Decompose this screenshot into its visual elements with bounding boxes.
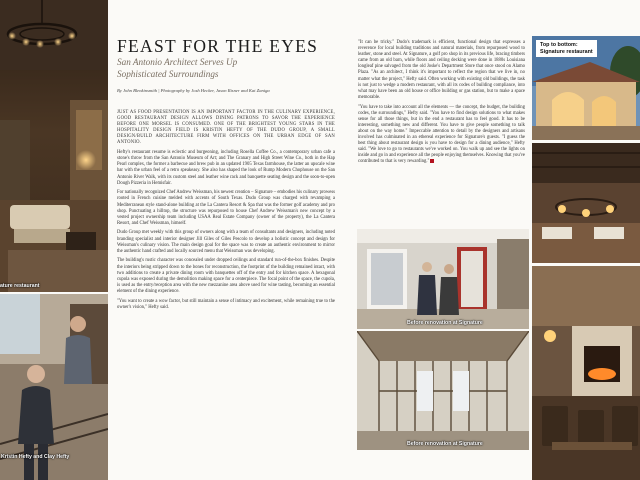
body-paragraph: For nationally recognized Chef Andrew Weissman, his newest creation – Signature – embodies his culinary prowess rooted in French cuisine melded with accents of South Texas. Dudo Group was charged with revamping a Mediterranean style stand-alone building at the La Cantera Resort & Spa that was the former golf academy and pro shop. Punctuating a hilltop, the structure was repurposed to house Chef Andrew Weissman's new concept by a vested project ownership team including USAA Real Estate Company (owner of the property), the La Cantera Resort, and Chef Weissman, himself.: [117, 190, 335, 226]
subtitle-line: Sophisticated Surroundings: [117, 68, 219, 79]
photo-caption: ature restaurant: [0, 283, 40, 289]
restaurant-dining-photo: [532, 143, 640, 263]
photo-caption-box: [536, 40, 597, 57]
article-subtitle: [117, 57, 337, 80]
subtitle-line: San Antonio Architect Serves Up: [117, 57, 238, 67]
body-paragraph: "You want to create a wow factor, but still maintain a sense of intimacy and excitement, while remaining true to the owner's vision," Hefty said.: [117, 298, 335, 310]
before-renovation-photo-1: [357, 229, 529, 329]
architects-portrait-photo: [0, 294, 108, 480]
body-paragraph: The building's rustic character was concealed under dropped ceilings and standard run-of-the-box finishes. Despite the interiors being stripped down to the bones for reconstruction, the footprint of the building remained intact, with two additions to create a private dining room with banquettes off of the entry and for kitchen space. A hexagonal cupola was exposed during the demolition making space for a centerpiece. The focal point of the space, the cupola, is used as the entry/reception area with the new mezzanine area above used for wine tasting, becoming an essential element of the dining experience.: [117, 258, 335, 294]
restaurant-fireplace-photo: [532, 266, 640, 480]
photo-caption: Before renovation at Signature: [407, 441, 483, 447]
body-paragraph: Hefty's restaurant resume is eclectic and burgeoning, including Rosella Coffee Co., a contemporary urban cafe a stone's throw from the San Antonio Museum of Art; and The Granary and High Street Wine Co., both in the Hap Pearl complex, the former a barbecue and brew pub in an updated 1905 Texas farmhouse, the latter an upscale wine bar with the urban feel of a retro speakeasy. She also has shaped the look of Rump Modern Chophouse on the San Antonio River Walk, with its custom steel and leather wine rack and banquette seating design and the soon-to-open Dough Pizzeria in Hemisfair.: [117, 150, 335, 186]
photo-caption: Before renovation at Signature: [407, 320, 483, 326]
body-paragraph: Dudo Group met weekly with this group of owners along with a team of consultants and designers, including noted branding specialist and interior designer Jill Giles of Giles Pescolo to develop a holistic concept and design for Weissman's culinary vision. The main design goal for the space was to create an authentic environment to mirror the authentic hand crafted and locally sourced menu that Weissman was developing.: [117, 230, 335, 254]
article-title: FEAST FOR THE EYES: [117, 36, 319, 56]
body-paragraph: "It can be tricky." Dudo's trademark is efficient, functional design that expresses a reverence for local building traditions and natural materials, from repurposed wood to leather, stone and steel. At Signature, a golf pro shop in its previous life, bracing timbers came from an old barn, while floors and ceiling decking were done in 1880s Louisiana longleaf pine salvaged from the old Joske's Department Store that once stood on Alamo Plaza. "As an architect, I think it's important to reflect the region that we live in, no matter what the project," Hefty said. Often working with existing old buildings, the task is not just to wedge a modern restaurant, with all its codes of building compliance, into what may have been an old house or office building or gas station, but to make a space memorable.: [358, 40, 525, 100]
restaurant-exterior-photo: [532, 36, 640, 140]
body-paragraph: JUST AS FOOD PRESENTATION IS AN IMPORTANT FACTOR IN THE CULINARY EXPERIENCE, GOOD RESTAURANT DESIGN ALLOWS DINING PATRONS TO SAVOR THE EXPERIENCE BEFORE ONE MORSEL IS CONSUMED. ONE OF THE BRIGHTEST YOUNG STARS IN THE HOSPITALITY DESIGN FIELD IS KRISTIN HEFTY OF THE DUDO GROUP, A SMALL DESIGN/BUILD ARCHITECTURE FIRM WITH OFFICES ON THE URBAN EDGE OF SAN ANTONIO.: [117, 110, 335, 146]
byline: By John Blenkinsmith | Photography by Josh Hecker, Jason Risner and Kat Zaniga: [117, 88, 270, 93]
body-paragraph: "You have to take into account all the elements — the concept, the budget, the building codes, the surroundings," Hefty said. "You have to find design solutions to what makes sense for all those things, but in the end a restaurant has to feel good. It has to be interesting, something new and different. You have to give people something to talk about on the way home." Impeccable attention to detail by the designers and artisans involved has culminated in an ethereal experience for Signature's guests. "I guess the best thing about restaurant design is you have to design for a dining audience," Hefty said. "We love to go to restaurants we've worked on. You walk up and see the lights on inside and go in and experience all the people enjoying themselves. Knowing that you've contributed to that is very rewarding.": [358, 104, 525, 165]
before-renovation-photo-2: [357, 331, 529, 450]
photo-caption: Kristin Hefty and Clay Hefty: [1, 454, 70, 460]
caption-line: Top to bottom:: [540, 42, 578, 48]
body-column-2: [358, 40, 525, 228]
caption-line: Signature restaurant: [540, 48, 593, 55]
restaurant-interior-photo: [0, 0, 108, 292]
body-column-1: [117, 110, 335, 478]
end-mark-icon: [430, 159, 434, 163]
